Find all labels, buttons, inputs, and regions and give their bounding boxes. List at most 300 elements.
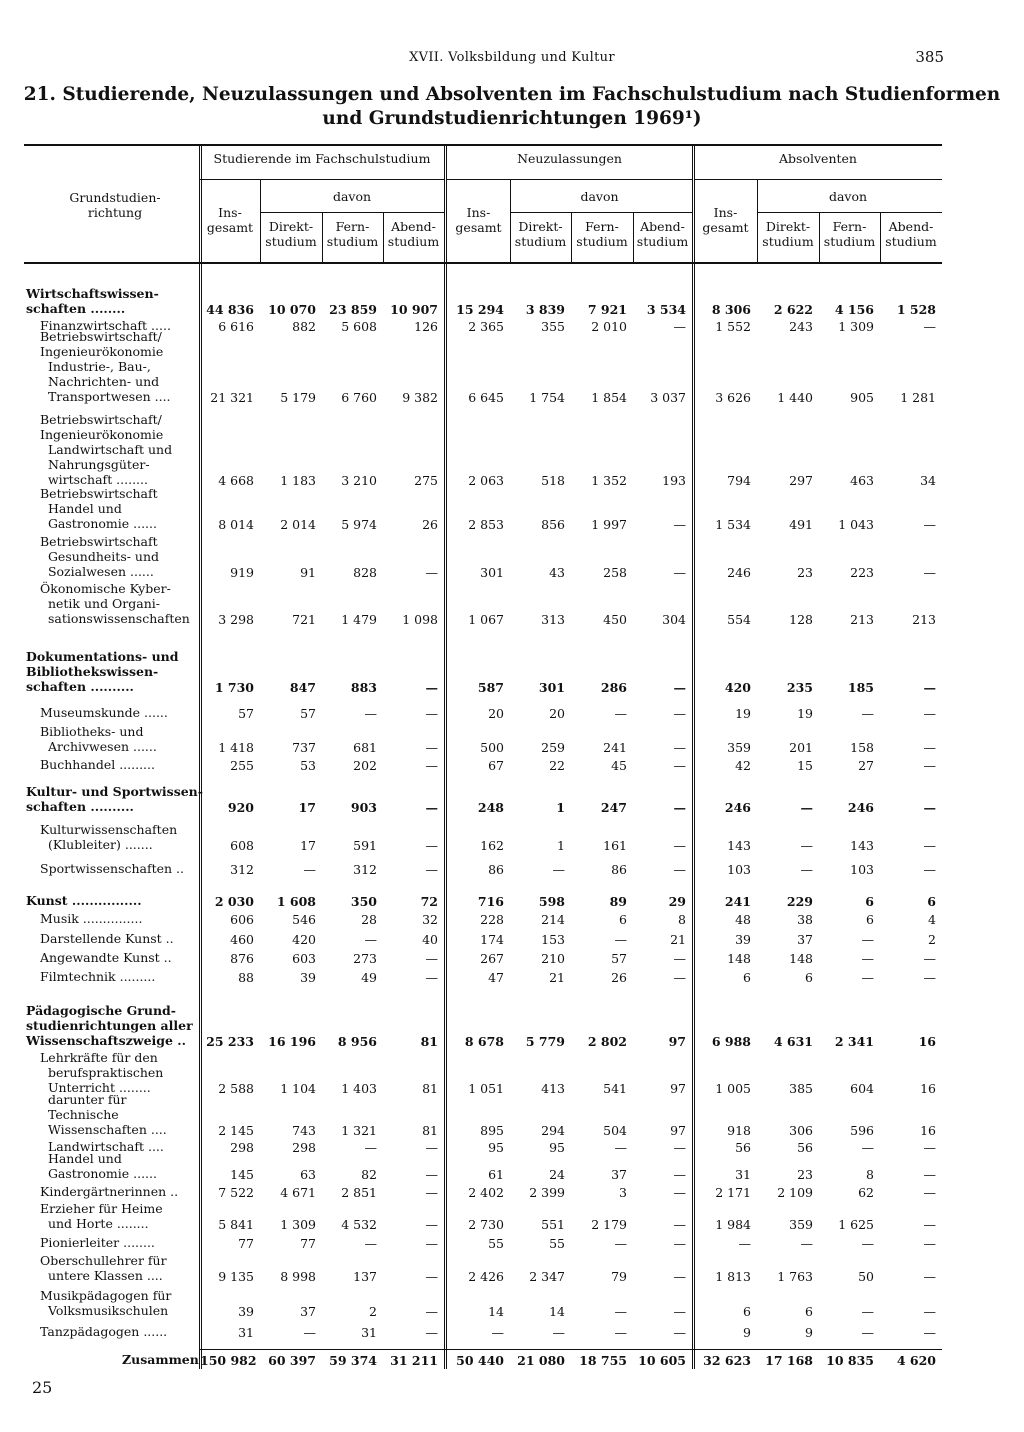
davon-rule — [757, 212, 942, 213]
cell-value: 8 956 — [337, 1034, 377, 1049]
table-title-line-2: und Grundstudienrichtungen 1969¹) — [322, 108, 702, 129]
row-label: darunter für — [40, 1092, 127, 1107]
cell-value: — — [614, 706, 627, 721]
cell-value: — — [861, 932, 874, 947]
cell-value: — — [923, 517, 936, 532]
cell-value: 82 — [361, 1167, 377, 1182]
cell-value: — — [800, 800, 813, 815]
row-label: untere Klassen .... — [40, 1268, 163, 1283]
cell-value: — — [800, 862, 813, 877]
cell-value: 8 306 — [711, 302, 751, 317]
cell-value: 919 — [230, 565, 254, 580]
sub-column-header: studium — [265, 234, 317, 249]
cell-value: 1 754 — [529, 390, 565, 405]
cell-value: 895 — [480, 1123, 504, 1138]
cell-value: — — [614, 1236, 627, 1251]
cell-value: 6 — [743, 1304, 751, 1319]
cell-value: 248 — [477, 800, 504, 815]
cell-value: — — [425, 706, 438, 721]
cell-value: 604 — [850, 1081, 874, 1096]
cell-value: 22 — [549, 758, 565, 773]
total-cell-value: 32 623 — [703, 1353, 751, 1368]
cell-value: 247 — [600, 800, 627, 815]
cell-value: — — [425, 1269, 438, 1284]
cell-value: 57 — [300, 706, 316, 721]
cell-value: — — [673, 1167, 686, 1182]
cell-value: 2 851 — [341, 1185, 377, 1200]
table-title-line-1: 21. Studierende, Neuzulassungen und Absolventen im Fachschulstudium nach Studienformen — [23, 84, 1001, 105]
cell-value: 5 779 — [525, 1034, 565, 1049]
row-label: Kunst ................ — [26, 893, 142, 908]
cell-value: 8 014 — [218, 517, 254, 532]
cell-value: 2 010 — [591, 319, 627, 334]
cell-value: 19 — [797, 706, 813, 721]
cell-value: 1 625 — [838, 1217, 874, 1232]
cell-value: — — [673, 758, 686, 773]
cell-value: — — [425, 1304, 438, 1319]
cell-value: 9 — [743, 1325, 751, 1340]
row-label: Archivwesen ...... — [40, 739, 157, 754]
cell-value: 19 — [735, 706, 751, 721]
row-label: Erzieher für Heime — [40, 1201, 163, 1216]
cell-value: 246 — [847, 800, 874, 815]
total-cell-value: 50 440 — [456, 1353, 504, 1368]
row-label: Betriebswirtschaft/ — [40, 329, 162, 344]
cell-value: 603 — [292, 951, 316, 966]
cell-value: 14 — [549, 1304, 565, 1319]
cell-value: 716 — [477, 894, 504, 909]
cell-value: 81 — [420, 1034, 438, 1049]
row-label: Nachrichten- und — [40, 374, 160, 389]
sub-column-header: Fern- — [335, 219, 370, 234]
cell-value: 258 — [603, 565, 627, 580]
cell-value: 246 — [724, 800, 751, 815]
sub-column-header: Fern- — [585, 219, 619, 234]
cell-value: 24 — [549, 1167, 565, 1182]
cell-value: 9 — [805, 1325, 813, 1340]
cell-value: 608 — [230, 838, 254, 853]
cell-value: 2 179 — [591, 1217, 627, 1232]
cell-value: 2 853 — [468, 517, 504, 532]
cell-value: — — [923, 1167, 936, 1182]
cell-value: 14 — [488, 1304, 504, 1319]
cell-value: 420 — [724, 680, 751, 695]
cell-value: 63 — [300, 1167, 316, 1182]
cell-value: 737 — [292, 740, 316, 755]
row-label: Landwirtschaft und — [40, 442, 173, 457]
cell-value: 876 — [230, 951, 254, 966]
row-label: schaften ........ — [26, 301, 126, 316]
cell-value: 2 399 — [529, 1185, 565, 1200]
davon-header: davon — [580, 189, 619, 204]
cell-value: — — [923, 758, 936, 773]
total-cell-value: 31 211 — [390, 1353, 438, 1368]
cell-value: 6 — [805, 970, 813, 985]
row-label: Gastronomie ...... — [40, 1166, 157, 1181]
cell-value: 2 145 — [218, 1123, 254, 1138]
row-label: Finanzwirtschaft ..... — [40, 318, 171, 333]
cell-value: 2 063 — [468, 473, 504, 488]
cell-value: 1 309 — [838, 319, 874, 334]
sub-column-header: studium — [576, 234, 628, 249]
cell-value: 1 281 — [900, 390, 936, 405]
sub-column-header: studium — [326, 234, 379, 249]
cell-value: 6 616 — [218, 319, 254, 334]
cell-value: 103 — [850, 862, 874, 877]
sub-column-header: Direkt- — [765, 219, 811, 234]
row-label: wirtschaft ........ — [40, 472, 148, 487]
cell-value: 103 — [727, 862, 751, 877]
cell-value: 15 294 — [456, 302, 504, 317]
cell-value: 301 — [538, 680, 565, 695]
vertical-rule — [692, 146, 693, 1369]
cell-value: — — [364, 932, 377, 947]
cell-value: — — [303, 862, 316, 877]
cell-value: 4 — [928, 912, 936, 927]
row-label: Darstellende Kunst .. — [40, 931, 174, 946]
cell-value: — — [861, 1325, 874, 1340]
cell-value: 1 418 — [218, 740, 254, 755]
cell-value: — — [923, 1236, 936, 1251]
row-label: Volksmusikschulen — [40, 1303, 169, 1318]
cell-value: 21 — [549, 970, 565, 985]
cell-value: 53 — [300, 758, 316, 773]
row-label: Oberschullehrer für — [40, 1253, 167, 1268]
cell-value: 385 — [789, 1081, 813, 1096]
cell-value: 55 — [549, 1236, 565, 1251]
cell-value: — — [923, 1140, 936, 1155]
cell-value: 6 — [865, 894, 874, 909]
total-cell-value: 60 397 — [268, 1353, 316, 1368]
cell-value: 48 — [735, 912, 751, 927]
cell-value: — — [425, 758, 438, 773]
row-label: (Klubleiter) ....... — [40, 837, 153, 852]
total-cell-value: 10 605 — [638, 1353, 686, 1368]
cell-value: 174 — [480, 932, 504, 947]
row-label: Transportwesen .... — [40, 389, 171, 404]
cell-value: 235 — [786, 680, 813, 695]
cell-value: 185 — [847, 680, 874, 695]
cell-value: 77 — [300, 1236, 316, 1251]
cell-value: 905 — [850, 390, 874, 405]
cell-value: 67 — [488, 758, 504, 773]
cell-value: — — [923, 1325, 936, 1340]
cell-value: — — [425, 1217, 438, 1232]
cell-value: 606 — [230, 912, 254, 927]
cell-value: — — [614, 932, 627, 947]
cell-value: 355 — [541, 319, 565, 334]
cell-value: — — [425, 800, 438, 815]
row-label: schaften .......... — [26, 799, 134, 814]
cell-value: 3 — [619, 1185, 627, 1200]
total-cell-value: 18 755 — [579, 1353, 627, 1368]
cell-value: 4 668 — [218, 473, 254, 488]
row-label: Musikpädagogen für — [40, 1288, 172, 1303]
cell-value: — — [425, 1325, 438, 1340]
cell-value: 1 997 — [591, 517, 627, 532]
sub-column-header: Fern- — [832, 219, 867, 234]
cell-value: 267 — [480, 951, 504, 966]
cell-value: — — [923, 970, 936, 985]
cell-value: 3 298 — [218, 612, 254, 627]
row-label: Betriebswirtschaft — [40, 534, 158, 549]
cell-value: — — [425, 951, 438, 966]
cell-value: 3 626 — [715, 390, 751, 405]
cell-value: 17 — [298, 800, 316, 815]
total-top-rule — [200, 1349, 942, 1350]
header-bottom-rule — [24, 262, 942, 264]
row-label: Wissenschaften .... — [40, 1122, 167, 1137]
cell-value: 7 921 — [587, 302, 627, 317]
cell-value: 3 037 — [650, 390, 686, 405]
cell-value: 2 365 — [468, 319, 504, 334]
cell-value: 882 — [292, 319, 316, 334]
cell-value: — — [673, 517, 686, 532]
ins-gesamt-header: Ins- — [713, 205, 738, 220]
cell-value: 1 730 — [214, 680, 254, 695]
cell-value: 243 — [789, 319, 813, 334]
cell-value: 1 403 — [341, 1081, 377, 1096]
cell-value: 918 — [727, 1123, 751, 1138]
cell-value: 97 — [668, 1034, 686, 1049]
sub-column-header: studium — [514, 234, 567, 249]
cell-value: 2 588 — [218, 1081, 254, 1096]
cell-value: 6 — [743, 970, 751, 985]
davon-header: davon — [828, 189, 868, 204]
cell-value: — — [800, 838, 813, 853]
row-label: Industrie-, Bau-, — [40, 359, 151, 374]
cell-value: 2 341 — [834, 1034, 874, 1049]
cell-value: 148 — [789, 951, 813, 966]
cell-value: 743 — [292, 1123, 316, 1138]
row-label: Sportwissenschaften .. — [40, 861, 185, 876]
cell-value: 1 763 — [777, 1269, 813, 1284]
cell-value: 1 098 — [402, 612, 438, 627]
row-label: Gastronomie ...... — [40, 516, 157, 531]
cell-value: 158 — [850, 740, 874, 755]
cell-value: 91 — [300, 565, 316, 580]
cell-value: 39 — [238, 1304, 254, 1319]
cell-value: 97 — [670, 1123, 686, 1138]
cell-value: 6 988 — [711, 1034, 751, 1049]
cell-value: 161 — [603, 838, 627, 853]
cell-value: 7 522 — [218, 1185, 254, 1200]
cell-value: 1 321 — [341, 1123, 377, 1138]
total-cell-value: 10 835 — [826, 1353, 874, 1368]
davon-header: davon — [332, 189, 372, 204]
cell-value: 39 — [735, 932, 751, 947]
cell-value: — — [425, 970, 438, 985]
cell-value: 5 179 — [280, 390, 316, 405]
row-label: Nahrungsgüter- — [40, 457, 150, 472]
cell-value: 1 528 — [896, 302, 936, 317]
cell-value: — — [425, 862, 438, 877]
row-label: Gesundheits- und — [40, 549, 160, 564]
cell-value: 45 — [611, 758, 627, 773]
row-label: Betriebswirtschaft/ — [40, 412, 162, 427]
cell-value: — — [425, 680, 438, 695]
cell-value: 47 — [488, 970, 504, 985]
cell-value: 44 836 — [206, 302, 254, 317]
cell-value: 273 — [353, 951, 377, 966]
ins-gesamt-header: gesamt — [455, 220, 502, 235]
row-label: berufspraktischen — [40, 1065, 164, 1080]
column-group-header: Neuzulassungen — [517, 151, 622, 166]
cell-value: 1 479 — [341, 612, 377, 627]
cell-value: — — [861, 970, 874, 985]
cell-value: 5 608 — [341, 319, 377, 334]
cell-value: 9 135 — [218, 1269, 254, 1284]
cell-value: 2 — [369, 1304, 377, 1319]
cell-value: 56 — [735, 1140, 751, 1155]
cell-value: 2 — [928, 932, 936, 947]
cell-value: 16 — [920, 1123, 936, 1138]
cell-value: 681 — [353, 740, 377, 755]
cell-value: 32 — [422, 912, 438, 927]
cell-value: 6 — [866, 912, 874, 927]
cell-value: 153 — [541, 932, 565, 947]
cell-value: 97 — [670, 1081, 686, 1096]
cell-value: 598 — [538, 894, 565, 909]
cell-value: — — [923, 565, 936, 580]
cell-value: 518 — [541, 473, 565, 488]
cell-value: — — [425, 1185, 438, 1200]
cell-value: 25 233 — [206, 1034, 254, 1049]
cell-value: — — [673, 1185, 686, 1200]
cell-value: 50 — [858, 1269, 874, 1284]
cell-value: — — [673, 838, 686, 853]
cell-value: — — [923, 706, 936, 721]
cell-value: 1 440 — [777, 390, 813, 405]
row-label: Filmtechnik ......... — [40, 969, 156, 984]
row-label: Pädagogische Grund- — [26, 1003, 176, 1018]
sub-column-header: Abend- — [391, 219, 436, 234]
cell-value: 4 532 — [341, 1217, 377, 1232]
cell-value: 847 — [289, 680, 316, 695]
row-label: studienrichtungen aller — [26, 1018, 193, 1033]
row-label: Handel und — [40, 1151, 122, 1166]
cell-value: 794 — [727, 473, 751, 488]
cell-value: 210 — [541, 951, 565, 966]
row-label: Buchhandel ......... — [40, 757, 155, 772]
cell-value: 15 — [797, 758, 813, 773]
cell-value: 241 — [603, 740, 627, 755]
cell-value: 1 051 — [468, 1081, 504, 1096]
row-label: Museumskunde ...... — [40, 705, 168, 720]
cell-value: 721 — [292, 612, 316, 627]
group-header-rule — [694, 179, 942, 180]
cell-value: 3 534 — [646, 302, 686, 317]
cell-value: — — [673, 1140, 686, 1155]
cell-value: 23 — [797, 1167, 813, 1182]
total-cell-value: 17 168 — [765, 1353, 813, 1368]
row-label: Angewandte Kunst .. — [40, 950, 172, 965]
ins-gesamt-header: Ins- — [466, 205, 491, 220]
ins-gesamt-header: gesamt — [206, 220, 254, 235]
cell-value: 298 — [292, 1140, 316, 1155]
cell-value: 301 — [480, 565, 504, 580]
cell-value: — — [673, 1325, 686, 1340]
sub-column-header: studium — [387, 234, 440, 249]
cell-value: — — [425, 1236, 438, 1251]
cell-value: 259 — [541, 740, 565, 755]
cell-value: 214 — [541, 912, 565, 927]
cell-value: 16 196 — [268, 1034, 316, 1049]
cell-value: — — [923, 1217, 936, 1232]
total-cell-value: 150 982 — [200, 1353, 257, 1368]
sub-column-header: studium — [885, 234, 937, 249]
cell-value: 463 — [850, 473, 874, 488]
cell-value: 359 — [789, 1217, 813, 1232]
sub-column-header: Direkt- — [518, 219, 563, 234]
chapter-heading: XVII. Volksbildung und Kultur — [409, 50, 615, 65]
cell-value: 86 — [611, 862, 627, 877]
cell-value: 6 645 — [468, 390, 504, 405]
cell-value: 31 — [361, 1325, 377, 1340]
total-row-label: Zusammen — [122, 1352, 199, 1367]
cell-value: 29 — [668, 894, 686, 909]
cell-value: 2 426 — [468, 1269, 504, 1284]
cell-value: 541 — [603, 1081, 627, 1096]
row-label: Wissenschaftszweige .. — [26, 1033, 187, 1048]
cell-value: 23 — [797, 565, 813, 580]
cell-value: 81 — [422, 1123, 438, 1138]
row-label: Betriebswirtschaft — [40, 486, 158, 501]
cell-value: — — [923, 1304, 936, 1319]
cell-value: 2 802 — [587, 1034, 627, 1049]
cell-value: — — [491, 1325, 504, 1340]
cell-value: 920 — [227, 800, 254, 815]
davon-rule — [510, 212, 692, 213]
cell-value: 551 — [541, 1217, 565, 1232]
sub-column-header: Abend- — [640, 219, 685, 234]
cell-value: — — [861, 1304, 874, 1319]
cell-value: 6 — [619, 912, 627, 927]
cell-value: — — [614, 1304, 627, 1319]
ins-gesamt-header: Ins- — [218, 205, 242, 220]
cell-value: — — [861, 706, 874, 721]
row-label: Bibliotheks- und — [40, 724, 144, 739]
cell-value: 34 — [920, 473, 936, 488]
vertical-rule — [444, 146, 445, 1369]
cell-value: 202 — [353, 758, 377, 773]
cell-value: — — [673, 800, 686, 815]
row-label: Kultur- und Sportwissen- — [26, 784, 203, 799]
cell-value: — — [673, 951, 686, 966]
total-cell-value: 4 620 — [896, 1353, 936, 1368]
cell-value: 77 — [238, 1236, 254, 1251]
row-label: Ökonomische Kyber- — [40, 581, 171, 596]
cell-value: 26 — [422, 517, 438, 532]
cell-value: 591 — [353, 838, 377, 853]
cell-value: 2 622 — [773, 302, 813, 317]
cell-value: — — [923, 862, 936, 877]
cell-value: 37 — [611, 1167, 627, 1182]
cell-value: — — [673, 706, 686, 721]
cell-value: 95 — [549, 1140, 565, 1155]
cell-value: 21 — [670, 932, 686, 947]
table-top-rule — [24, 144, 942, 146]
cell-value: 89 — [609, 894, 627, 909]
row-label: Musik ............... — [40, 911, 143, 926]
row-label: Dokumentations- und — [26, 649, 179, 664]
cell-value: 313 — [541, 612, 565, 627]
sub-column-header: studium — [823, 234, 876, 249]
cell-value: 28 — [361, 912, 377, 927]
cell-value: — — [552, 1325, 565, 1340]
cell-value: 1 183 — [280, 473, 316, 488]
cell-value: — — [673, 319, 686, 334]
